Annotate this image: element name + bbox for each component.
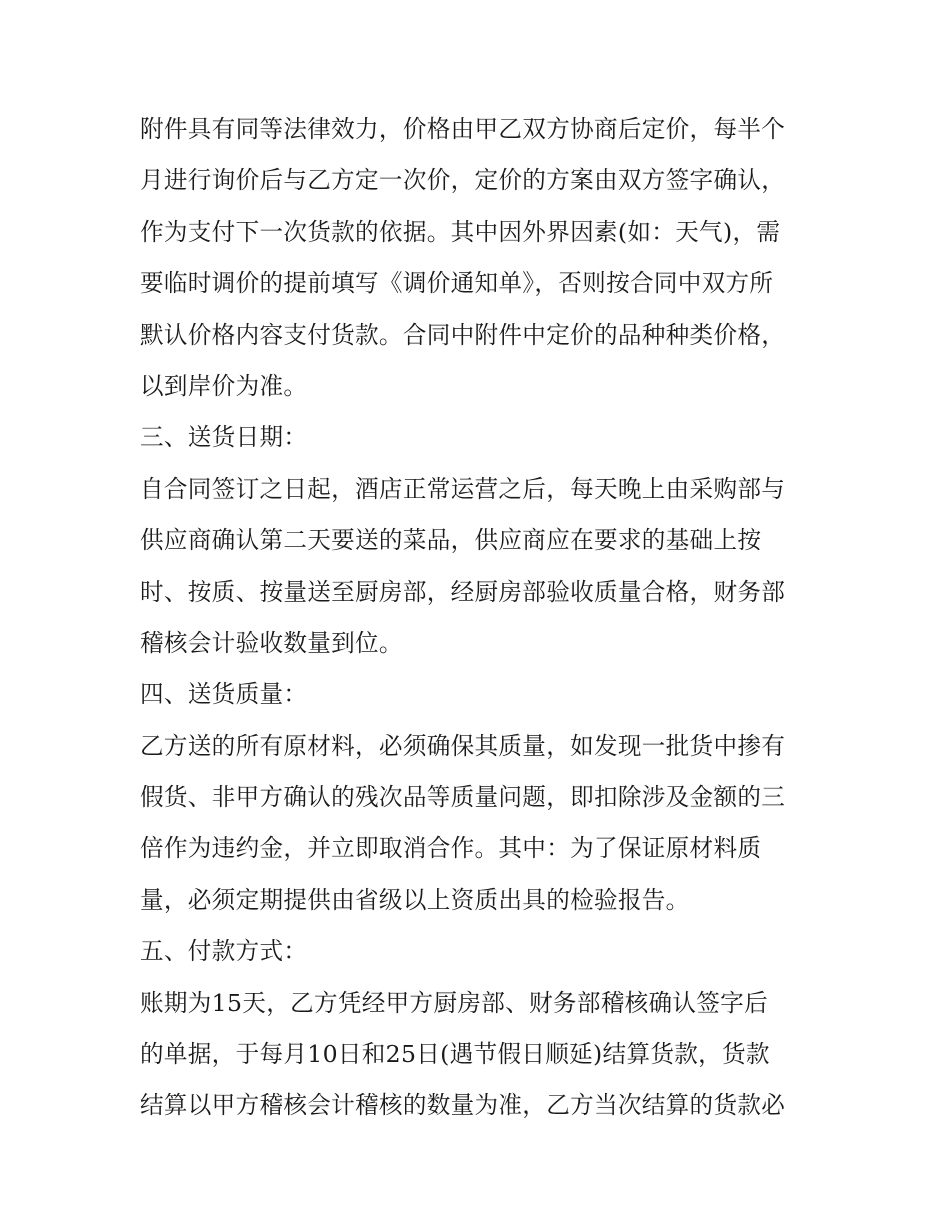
text-line: 作为支付下一次货款的依据。其中因外界因素(如：天气)，需 — [140, 217, 781, 246]
text-line: 稽核会计验收数量到位。 — [140, 628, 403, 657]
text-line: 以到岸价为准。 — [140, 371, 308, 400]
text-line: 乙方送的所有原材料，必须确保其质量，如发现一批货中掺有 — [140, 731, 786, 760]
section-heading: 五、付款方式： — [140, 937, 308, 966]
text-line: 的单据，于每月10日和25日(遇节假日顺延)结算货款，货款 — [140, 1040, 770, 1069]
text-line: 量，必须定期提供由省级以上资质出具的检验报告。 — [140, 885, 690, 914]
text-line: 附件具有同等法律效力，价格由甲乙双方协商后定价，每半个 — [140, 115, 786, 143]
text-line: 结算以甲方稽核会计稽核的数量为准，乙方当次结算的货款必 — [140, 1091, 786, 1120]
section-heading: 三、送货日期： — [140, 423, 308, 452]
text-line: 时、按质、按量送至厨房部，经厨房部验收质量合格，财务部 — [140, 577, 786, 606]
text-line: 假货、非甲方确认的残次品等质量问题，即扣除涉及金额的三 — [140, 783, 786, 812]
text-line: 要临时调价的提前填写《调价通知单》，否则按合同中双方所 — [140, 269, 774, 298]
text-line: 月进行询价后与乙方定一次价，定价的方案由双方签字确认， — [140, 166, 786, 195]
document-body — [140, 104, 820, 1132]
text-line: 倍作为违约金，并立即取消合作。其中：为了保证原材料质 — [140, 834, 762, 863]
text-line: 默认价格内容支付货款。合同中附件中定价的品种种类价格， — [140, 320, 786, 349]
text-line: 供应商确认第二天要送的菜品，供应商应在要求的基础上按 — [140, 526, 762, 555]
text-line: 自合同签订之日起，酒店正常运营之后，每天晚上由采购部与 — [140, 474, 786, 503]
text-line: 账期为15天，乙方凭经甲方厨房部、财务部稽核确认签字后 — [140, 988, 768, 1017]
section-heading: 四、送货质量： — [140, 680, 308, 709]
